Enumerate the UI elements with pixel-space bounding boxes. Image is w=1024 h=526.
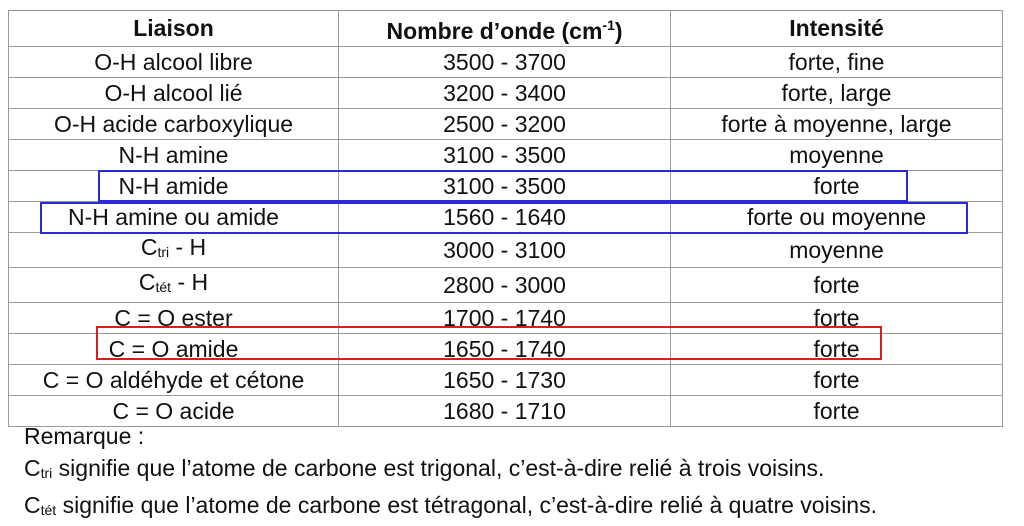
highlight-box-nh-amide (98, 170, 908, 202)
cell-onde: 1650 - 1740 (339, 334, 671, 365)
remark-carbon-symbol: C (24, 455, 41, 481)
carbon-symbol: C (138, 269, 156, 295)
cell-liaison: C = O ester (9, 303, 339, 334)
remark-text: signifie que l’atome de carbone est tétragonal, c’est-à-dire relié à quatre voisins. (56, 492, 877, 518)
cell-intensite: forte (671, 303, 1003, 334)
header-onde-suffix: ) (614, 18, 623, 44)
cell-intensite: forte (671, 396, 1003, 427)
cell-onde: 1680 - 1710 (339, 396, 671, 427)
cell-intensite: forte à moyenne, large (671, 109, 1003, 140)
remark-carbon-subscript: tri (40, 465, 53, 481)
cell-liaison: N-H amine ou amide (9, 202, 339, 233)
cell-liaison: C = O acide (9, 396, 339, 427)
cell-intensite: forte ou moyenne (671, 202, 1003, 233)
carbon-subscript: tri (157, 244, 170, 260)
header-onde-exponent: -1 (602, 17, 615, 33)
cell-liaison: N-H amine (9, 140, 339, 171)
carbon-subscript: tét (155, 279, 172, 295)
cell-intensite: forte, fine (671, 47, 1003, 78)
cell-onde: 2800 - 3000 (339, 268, 671, 303)
cell-liaison: C = O aldéhyde et cétone (9, 365, 339, 396)
cell-onde: 3100 - 3500 (339, 140, 671, 171)
remark-carbon-subscript: tét (40, 502, 57, 518)
cell-onde: 2500 - 3200 (339, 109, 671, 140)
highlight-box-co-amide (96, 326, 882, 360)
carbon-symbol: C (140, 234, 158, 260)
cell-liaison (9, 268, 339, 303)
cell-onde: 1560 - 1640 (339, 202, 671, 233)
table-row (9, 78, 1003, 109)
cell-intensite: moyenne (671, 140, 1003, 171)
remark-line-ctet (24, 489, 877, 526)
header-row (9, 11, 1003, 47)
cell-intensite: forte (671, 268, 1003, 303)
remarks-section (24, 420, 877, 526)
header-liaison: Liaison (9, 11, 339, 47)
cell-intensite: forte, large (671, 78, 1003, 109)
header-nombre-onde (339, 11, 671, 47)
cell-intensite: moyenne (671, 233, 1003, 268)
table-row (9, 365, 1003, 396)
cell-liaison (9, 233, 339, 268)
bond-rest: - H (169, 234, 207, 260)
table-row (9, 268, 1003, 303)
remark-line-ctri (24, 452, 877, 489)
table-row (9, 47, 1003, 78)
cell-intensite: forte (671, 334, 1003, 365)
cell-onde: 3100 - 3500 (339, 171, 671, 202)
remark-carbon-symbol: C (24, 492, 41, 518)
remarks-title: Remarque : (24, 423, 145, 449)
table-row (9, 140, 1003, 171)
cell-liaison: O-H alcool lié (9, 78, 339, 109)
cell-intensite: forte (671, 365, 1003, 396)
cell-liaison: O-H alcool libre (9, 47, 339, 78)
table-row (9, 109, 1003, 140)
cell-onde: 3200 - 3400 (339, 78, 671, 109)
cell-onde: 3500 - 3700 (339, 47, 671, 78)
cell-onde: 1650 - 1730 (339, 365, 671, 396)
table-row (9, 233, 1003, 268)
remark-text: signifie que l’atome de carbone est trigonal, c’est-à-dire relié à trois voisins. (52, 455, 825, 481)
bond-rest: - H (171, 269, 209, 295)
cell-liaison: C = O amide (9, 334, 339, 365)
cell-onde: 1700 - 1740 (339, 303, 671, 334)
cell-intensite: forte (671, 171, 1003, 202)
header-intensite: Intensité (671, 11, 1003, 47)
highlight-box-nh-amine-amide (40, 202, 968, 234)
header-onde-prefix: Nombre d’onde (cm (386, 18, 603, 44)
cell-liaison: O-H acide carboxylique (9, 109, 339, 140)
cell-onde: 3000 - 3100 (339, 233, 671, 268)
cell-liaison: N-H amide (9, 171, 339, 202)
